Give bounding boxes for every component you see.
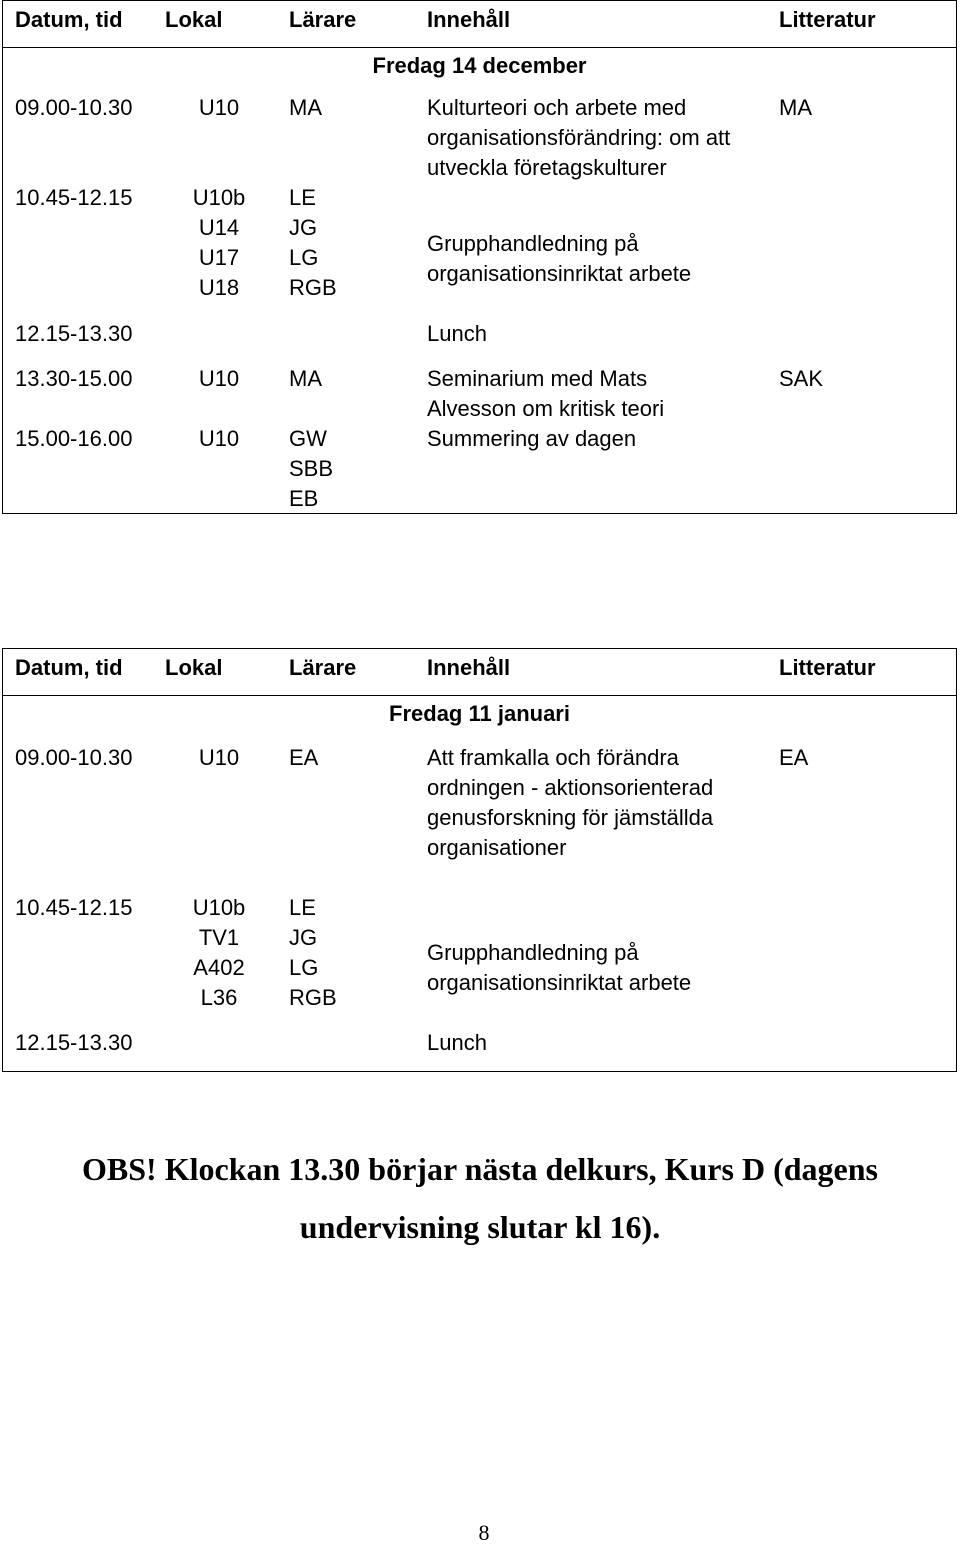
header-literature: Litteratur — [779, 7, 876, 32]
row-content: Summering av dagen — [427, 426, 637, 451]
row-content: Grupphandledning på organisationsinriktat arbete — [427, 940, 692, 995]
row-room: U10 — [198, 95, 240, 120]
table-header — [3, 1, 956, 48]
row-date: 15.00-16.00 — [15, 426, 133, 451]
row-date: 12.15-13.30 — [15, 321, 133, 346]
day-heading: Fredag 11 januari — [389, 701, 570, 726]
table-header — [3, 649, 956, 696]
header-date: Datum, tid — [15, 655, 123, 680]
row-room: U10b TV1 A402 L36 — [192, 895, 246, 1010]
row-date: 10.45-12.15 — [15, 895, 133, 920]
row-date: 13.30-15.00 — [15, 366, 133, 391]
row-date: 10.45-12.15 — [15, 185, 133, 210]
row-room: U10b U14 U17 U18 — [192, 185, 246, 300]
header-date: Datum, tid — [15, 7, 123, 32]
header-content: Innehåll — [427, 7, 511, 32]
schedule-table-january — [2, 648, 957, 1072]
row-content: Lunch — [427, 1030, 487, 1055]
row-date: 09.00-10.30 — [15, 745, 133, 770]
row-date: 09.00-10.30 — [15, 95, 133, 120]
header-literature: Litteratur — [779, 655, 876, 680]
row-room: U10 — [198, 426, 240, 451]
row-teacher: EA — [289, 745, 319, 770]
page-number: 8 — [478, 1520, 490, 1545]
course-notice: OBS! Klockan 13.30 börjar nästa delkurs, Kurs D (dagens undervisning slutar kl 16). — [82, 1151, 878, 1245]
header-teacher: Lärare — [289, 655, 357, 680]
header-room: Lokal — [165, 7, 223, 32]
row-content: Att framkalla och förändra ordningen - aktionsorienterad genusforskning för jämställda organisationer — [427, 745, 714, 860]
row-content: Seminarium med Mats Alvesson om kritisk teori — [427, 366, 665, 421]
schedule-table-december — [2, 0, 957, 514]
row-content: Grupphandledning på organisationsinriktat arbete — [427, 231, 692, 286]
row-teacher: LE JG LG RGB — [289, 185, 337, 300]
row-literature: MA — [779, 95, 812, 120]
day-heading: Fredag 14 december — [372, 53, 587, 78]
header-content: Innehåll — [427, 655, 511, 680]
row-content: Kulturteori och arbete med organisationsförändring: om att utveckla företagskulturer — [427, 95, 731, 180]
row-teacher: MA — [289, 366, 322, 391]
header-teacher: Lärare — [289, 7, 357, 32]
row-teacher: GW SBB EB — [289, 426, 334, 511]
row-content: Lunch — [427, 321, 487, 346]
row-room: U10 — [198, 366, 240, 391]
row-date: 12.15-13.30 — [15, 1030, 133, 1055]
header-room: Lokal — [165, 655, 223, 680]
row-literature: EA — [779, 745, 809, 770]
row-room: U10 — [198, 745, 240, 770]
row-literature: SAK — [779, 366, 824, 391]
row-teacher: LE JG LG RGB — [289, 895, 337, 1010]
row-teacher: MA — [289, 95, 322, 120]
